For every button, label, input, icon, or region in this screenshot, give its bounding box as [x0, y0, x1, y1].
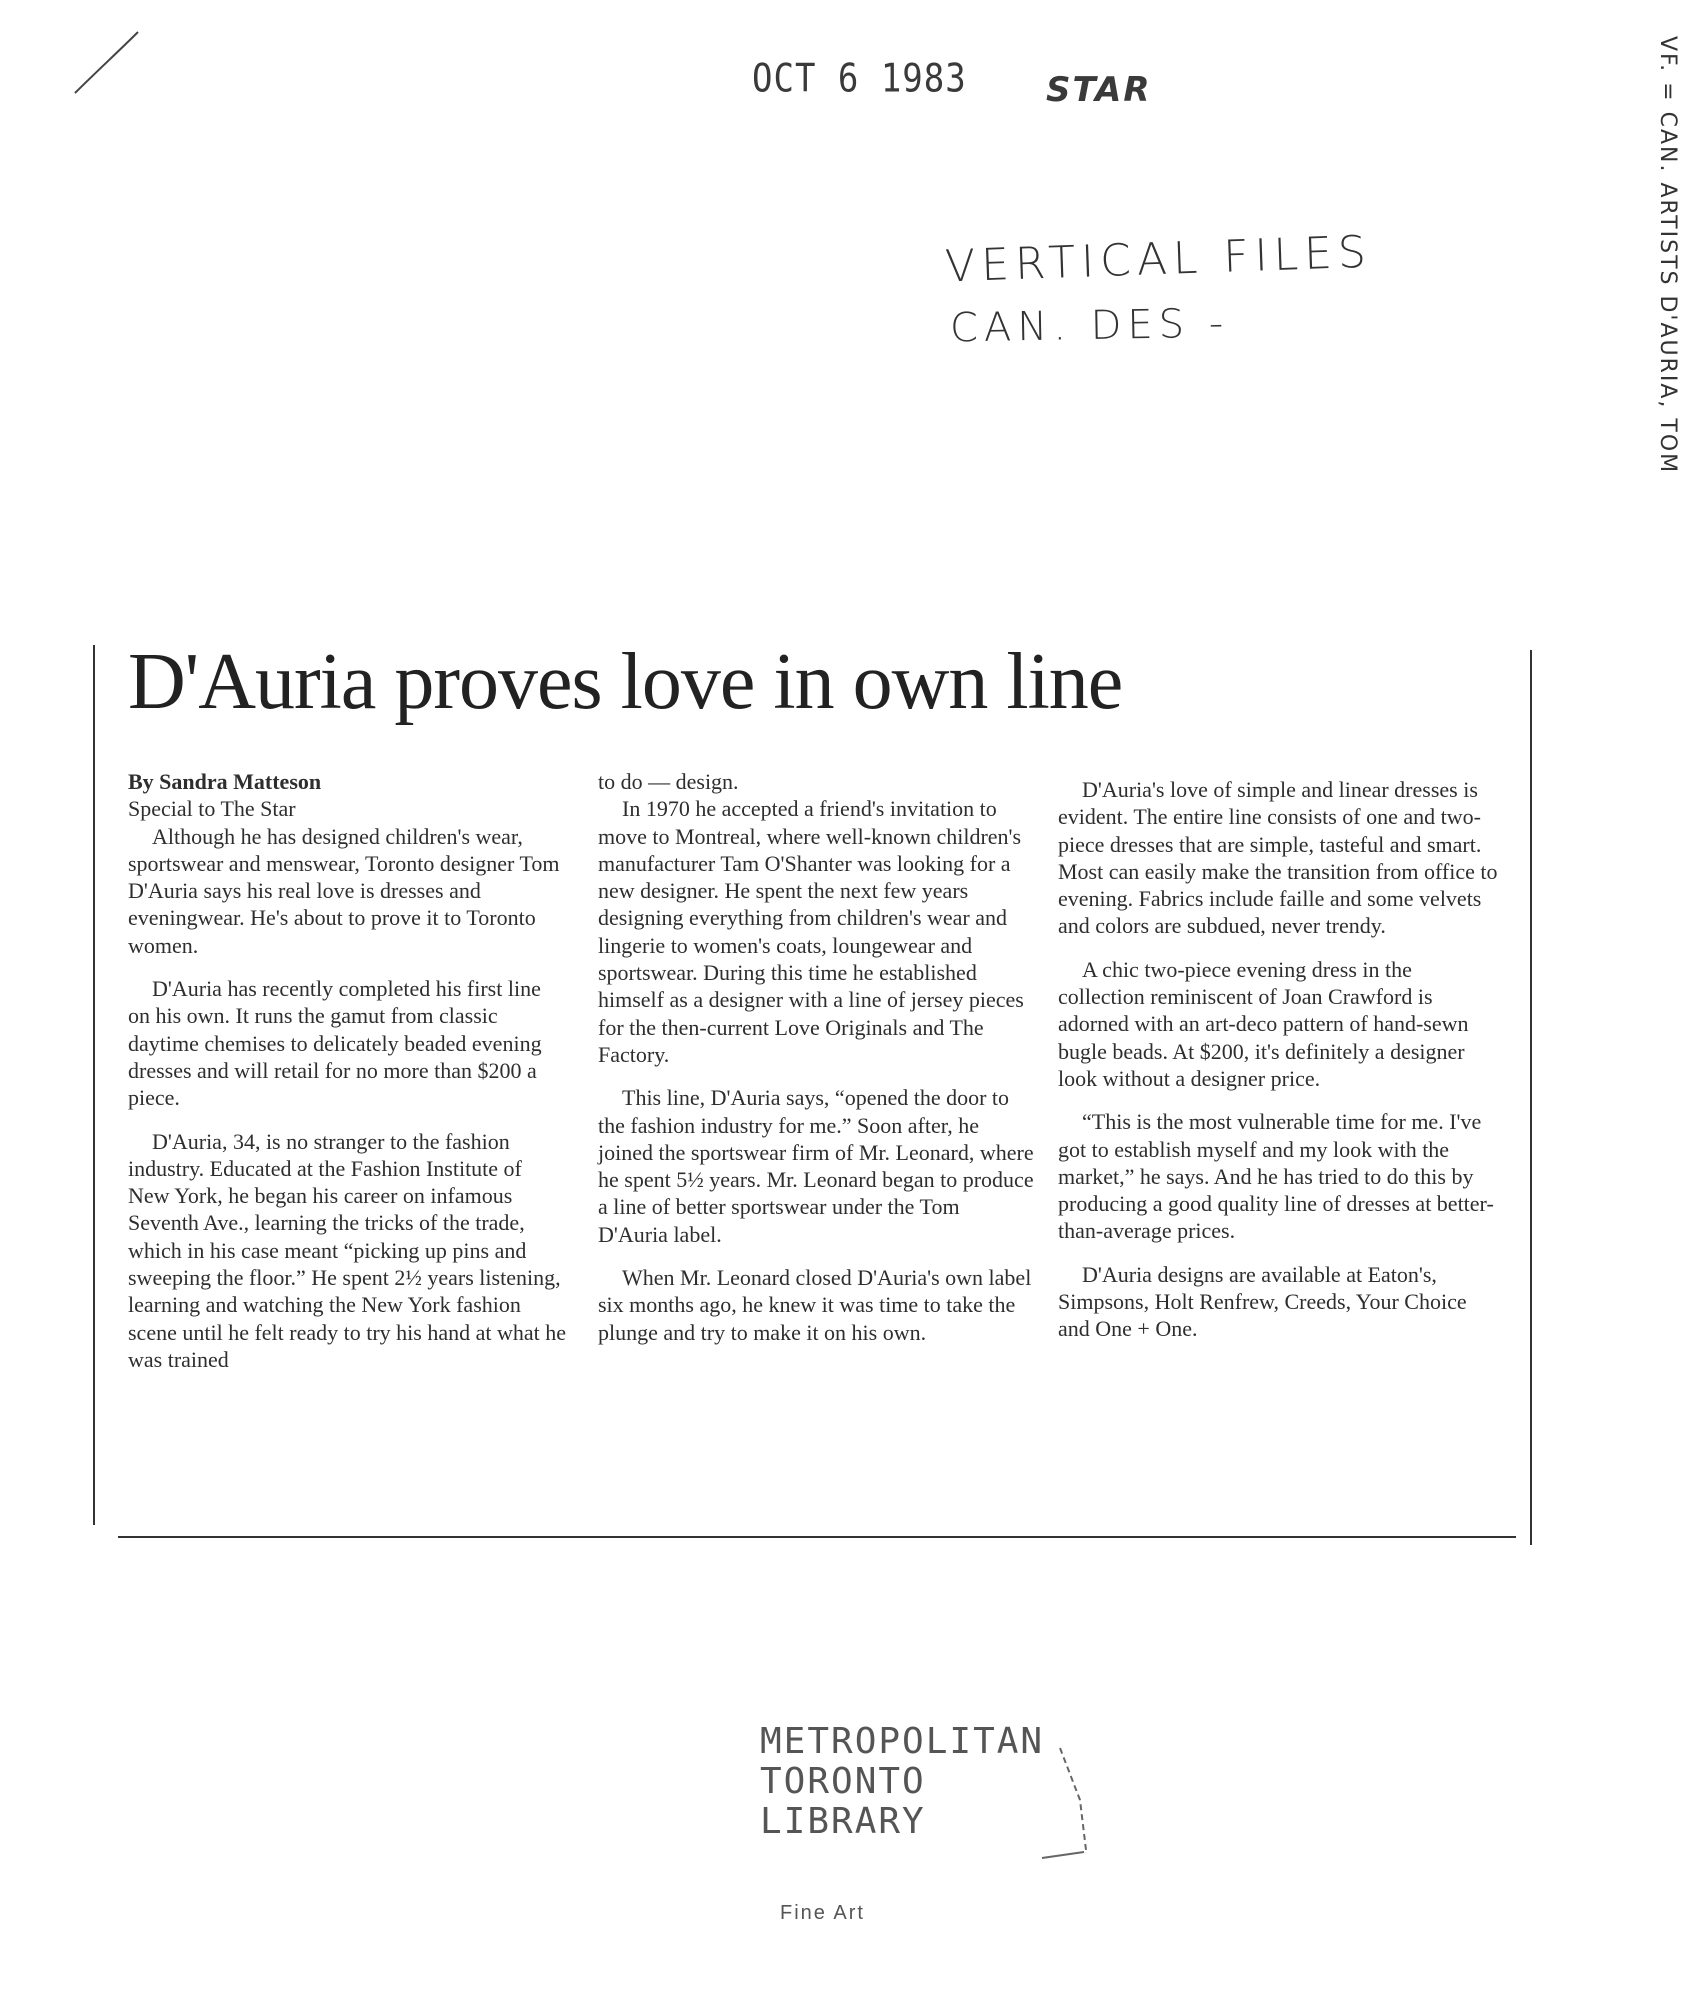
- paragraph: When Mr. Leonard closed D'Auria's own label six months ago, he knew it was time to take the plunge and try to make it on his own.: [598, 1265, 1032, 1345]
- clipping-right-rule: [1530, 650, 1532, 1545]
- paragraph: D'Auria has recently completed his first line on his own. It runs the gamut from classic daytime chemises to delicately beaded evening dresses and will retail for no more than $200 a piece.: [128, 976, 542, 1111]
- library-stamp-line1: METROPOLITAN: [760, 1721, 1045, 1762]
- handwritten-note-line1: VERTICAL FILES: [944, 226, 1373, 293]
- handwritten-note-line2: CAN. DES -: [949, 300, 1230, 352]
- paragraph: D'Auria's love of simple and linear dresses is evident. The entire line consists of one and two-piece dresses that are simple, tasteful and smart. Most can easily make the transition from office to evening. Fabrics include faille and some velvets and colors are subdued, never trendy.: [1058, 777, 1498, 939]
- paragraph: D'Auria, 34, is no stranger to the fashion industry. Educated at the Fashion Institute of New York, he began his career on infamous Seventh Ave., learning the tricks of the trade, which in his case meant “picking up pins and sweeping the floor.” He spent 2½ years listening, learning and watching the New York fashion scene until he felt ready to try his hand at what he was trained: [128, 1128, 567, 1372]
- date-stamp: OCT 6 1983: [752, 56, 967, 102]
- paragraph: A chic two-piece evening dress in the collection reminiscent of Joan Crawford is adorned with an art-deco pattern of hand-sewn bugle beads. At $200, it's definitely a designer look without a designer price.: [1058, 956, 1469, 1091]
- paragraph: “This is the most vulnerable time for me. I've got to establish myself and my look with the market,” he says. And he has tried to do this by producing a good quality line of dresses at better-than-average prices.: [1058, 1109, 1494, 1244]
- library-stamp-line2: TORONTO: [760, 1761, 926, 1802]
- paragraph: Although he has designed children's wear, sportswear and menswear, Toronto designer Tom D'Auria says his real love is dresses and eveningwear. He's about to prove it to Toronto women.: [128, 823, 560, 958]
- library-stamp-line3: LIBRARY: [760, 1801, 926, 1842]
- library-department: Fine Art: [780, 1902, 865, 1924]
- library-stamp: [760, 1722, 1044, 1842]
- pen-stroke-mark: [70, 28, 150, 98]
- clipping-left-rule: [93, 645, 95, 1525]
- article-headline: D'Auria proves love in own line: [128, 638, 1123, 726]
- library-stamp-border: [1040, 1740, 1100, 1880]
- paragraph: This line, D'Auria says, “opened the door to the fashion industry for me.” Soon after, he joined the sportswear firm of Mr. Leonard, where he spent 5½ years. Mr. Leonard began to produce a line of better sportswear under the Tom D'Auria label.: [598, 1085, 1034, 1247]
- article-column-3: [1058, 776, 1498, 1343]
- article-column-1: [128, 768, 568, 1373]
- source-stamp: STAR: [1046, 70, 1152, 110]
- article-column-2: [598, 768, 1034, 1346]
- paragraph: to do — design.: [598, 769, 739, 794]
- file-label-text: VF. = CAN. ARTISTS D'AURIA, TOM: [1655, 36, 1680, 475]
- article-credit: Special to The Star: [128, 796, 296, 822]
- paragraph: D'Auria designs are available at Eaton's, Simpsons, Holt Renfrew, Creeds, Your Choice and One + One.: [1058, 1261, 1467, 1342]
- paragraph: In 1970 he accepted a friend's invitation to move to Montreal, where well-known children's manufacturer Tam O'Shanter was looking for a new designer. He spent the next few years designing everything from children's wear and lingerie to women's coats, loungewear and sportswear. During this time he established himself as a designer with a line of jersey pieces for the then-current Love Originals and The Factory.: [598, 796, 1024, 1067]
- clipping-bottom-rule: [118, 1536, 1516, 1538]
- vertical-file-label: [1642, 36, 1682, 676]
- article-byline: By Sandra Matteson: [128, 769, 322, 794]
